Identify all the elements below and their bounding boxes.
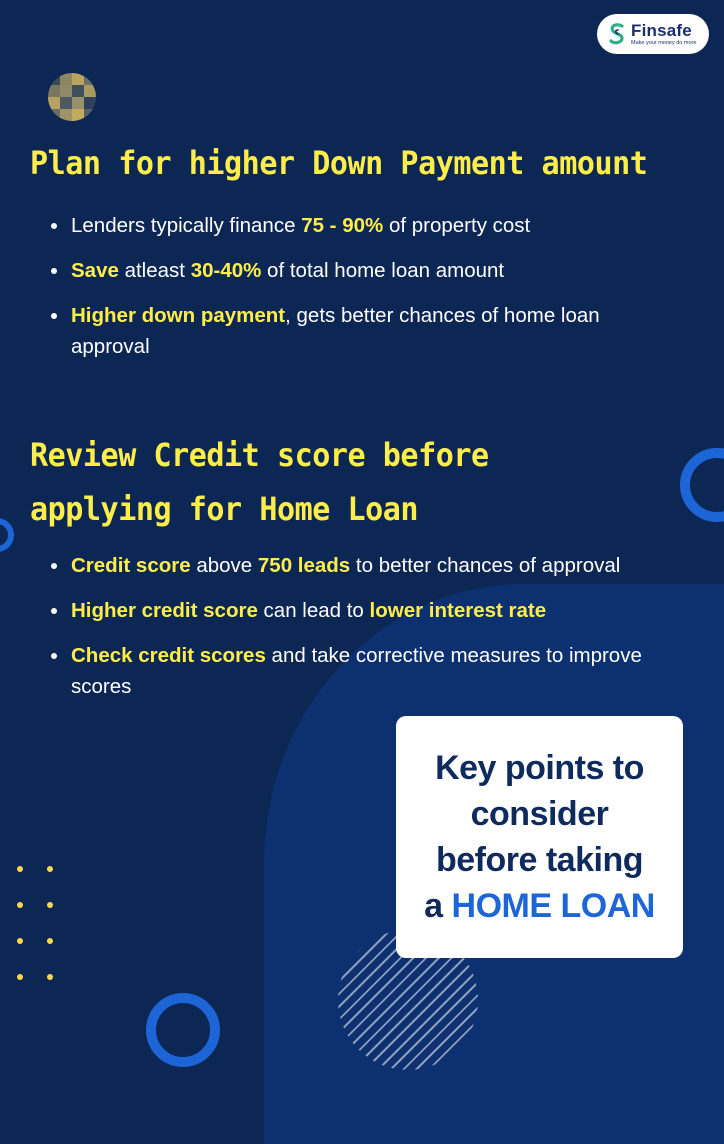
card-line: a HOME LOAN <box>424 887 655 925</box>
card-line: consider <box>470 795 609 833</box>
brand-name: Finsafe <box>631 20 692 40</box>
card-line: Key points to <box>435 749 644 787</box>
finsafe-s-icon <box>607 22 627 46</box>
down-payment-list <box>30 210 630 376</box>
decorative-ring-left <box>0 518 14 552</box>
section-title-down-payment: Plan for higher Down Payment amount <box>30 144 648 182</box>
decorative-ring-right <box>680 448 724 522</box>
list-item: Check credit scores and take corrective measures to improve scores <box>30 640 670 702</box>
home-loan-highlight: HOME LOAN <box>451 887 655 925</box>
list-item: Save atleast 30-40% of total home loan amount <box>30 255 630 286</box>
list-item: Higher down payment, gets better chances of home loan approval <box>30 300 630 362</box>
list-item: Credit score above 750 leads to better chances of approval <box>30 550 670 581</box>
finsafe-logo <box>597 14 709 54</box>
dot-grid-decoration <box>17 866 77 1010</box>
credit-score-list <box>30 550 670 716</box>
list-item: Lenders typically finance 75 - 90% of property cost <box>30 210 630 241</box>
pixel-pattern-icon <box>48 73 96 121</box>
list-item: Higher credit score can lead to lower interest rate <box>30 595 670 626</box>
section-title-credit-score: Review Credit score before applying for Home Loan <box>30 436 489 528</box>
decorative-ring-bottom <box>146 993 220 1067</box>
brand-tagline: Make your money do more <box>631 39 697 46</box>
card-line: before taking <box>436 841 643 879</box>
key-points-card <box>396 716 683 958</box>
